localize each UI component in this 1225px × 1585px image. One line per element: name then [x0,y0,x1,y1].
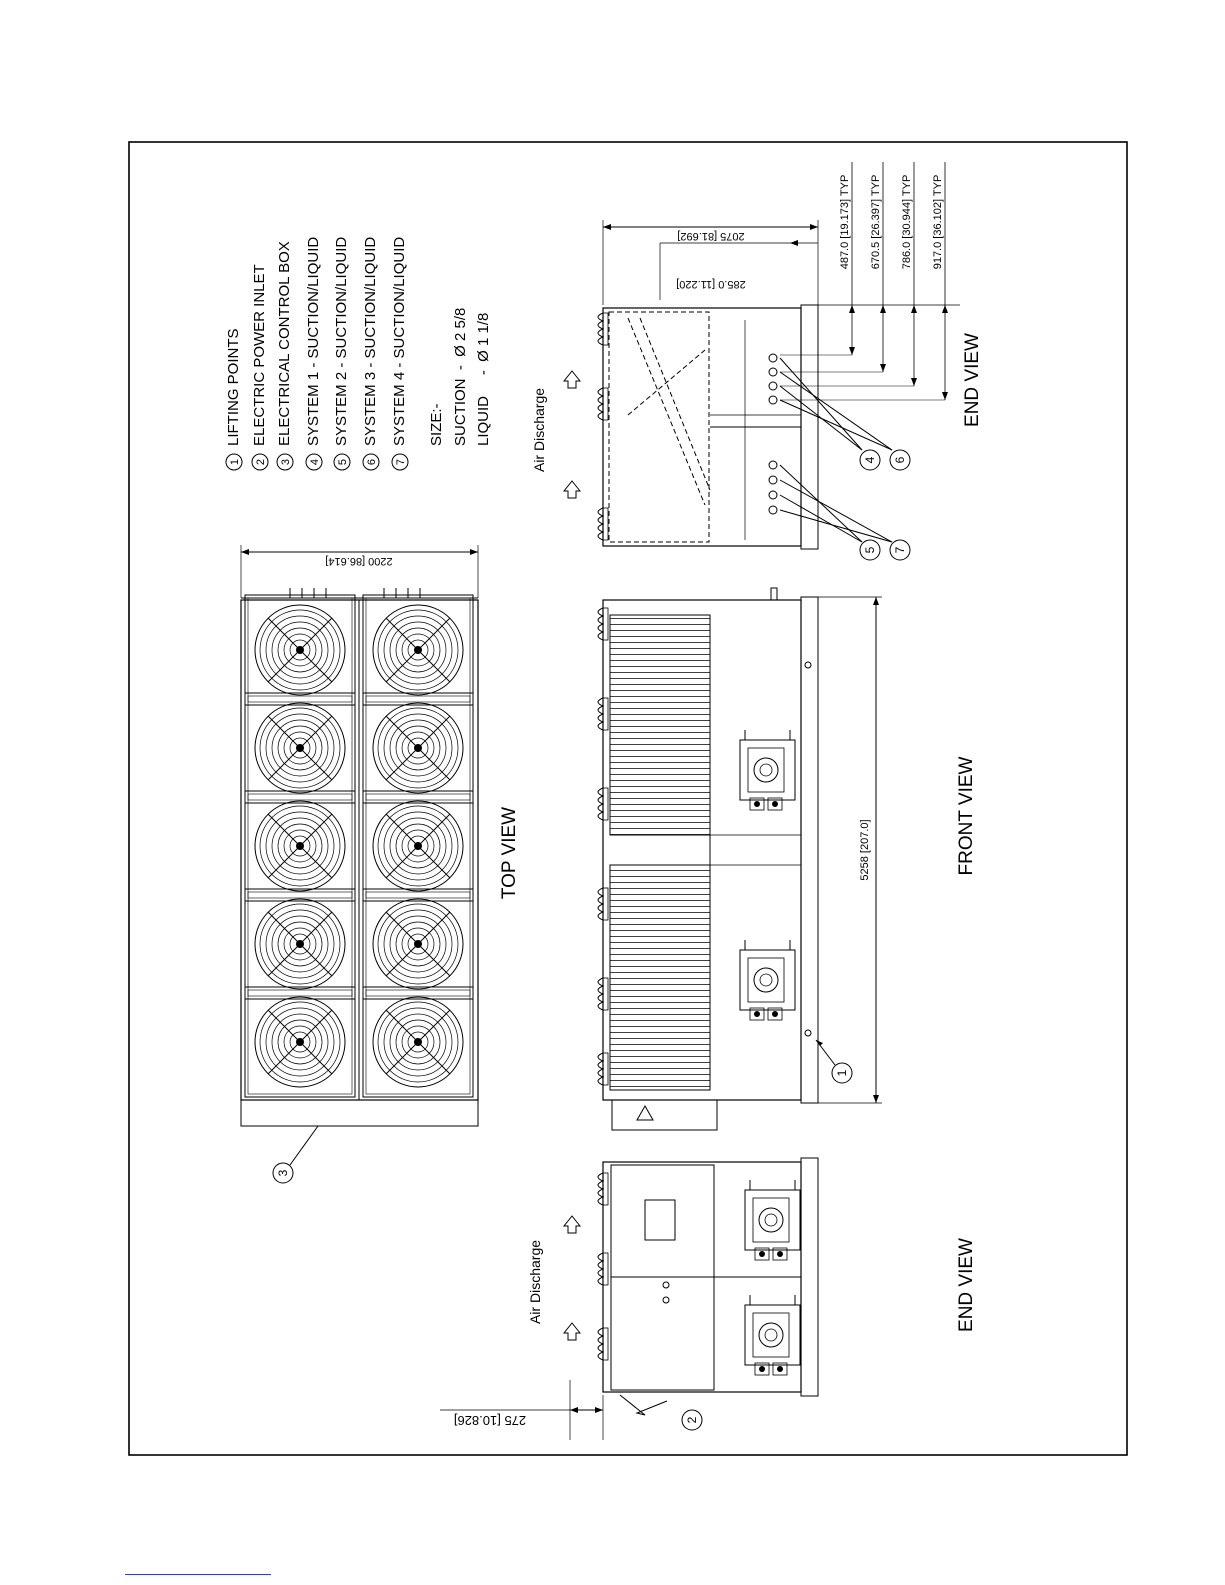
legend-item-1-num: 1 [229,458,241,466]
footer-rule [125,1574,271,1575]
end-offset-label: 285.0 [11.220] [676,278,746,290]
top-width-dimension [241,545,478,598]
end-view-right-title: END VIEW [962,333,983,427]
callout-3 [273,1126,318,1183]
legend-item-5-label: SYSTEM 2 - SUCTION/LIQUID [333,236,350,446]
end-height-label: 2075 [81.692] [677,230,745,242]
air-discharge-right: Air Discharge [531,387,547,473]
legend-item-5 [333,237,350,470]
end-offset-dimension [660,240,818,300]
legend-item-4-label: SYSTEM 1 - SUCTION/LIQUID [305,236,322,446]
end-view-left-title: END VIEW [956,1238,977,1332]
typ-dim-4: 917.0 [36.102] TYP [932,174,944,270]
front-length-dimension [818,597,882,1103]
typ-dim-1: 487.0 [19.173] TYP [839,174,851,270]
legend-item-5-num: 5 [337,458,349,466]
left-end-dimension-label: 275 [10.826] [453,1413,527,1428]
top-width-label: 2200 [86.614] [325,555,393,567]
top-view-title: TOP VIEW [499,806,520,900]
legend-item-2-label: ELECTRIC POWER INLET [251,264,268,446]
air-discharge-left: Air Discharge [527,1239,543,1325]
callout-6 [780,372,910,470]
end-height-dimension [603,220,818,305]
legend-item-4 [305,237,322,470]
legend [225,237,492,470]
legend-item-7-num: 7 [395,458,407,466]
legend-item-7 [391,237,408,470]
front-length-label: 5258 [207.0] [859,819,871,881]
top-view [241,545,520,1126]
typ-dim-2: 670.5 [26.397] TYP [870,174,882,270]
left-end-dimension [440,1380,603,1440]
legend-item-6-num: 6 [366,458,378,466]
legend-item-1 [225,328,242,470]
legend-item-1-label: LIFTING POINTS [225,328,242,446]
callout-2 [620,1395,702,1430]
size-suction: SUCTION - Ø 2 5/8 [452,307,469,446]
legend-item-3-label: ELECTRICAL CONTROL BOX [276,241,293,446]
size-title: SIZE:- [428,403,445,446]
svg-text:4: 4 [863,456,877,464]
svg-text:1: 1 [835,1069,849,1077]
legend-item-2 [251,264,268,470]
legend-item-4-num: 4 [309,458,321,466]
legend-item-6 [362,237,379,470]
svg-text:7: 7 [893,546,907,554]
end-view-left [440,1158,977,1440]
svg-text:6: 6 [893,456,907,464]
svg-text:2: 2 [685,1416,699,1424]
front-view-title: FRONT VIEW [956,756,977,876]
end-view-right [531,162,983,549]
size-liquid: LIQUID - Ø 1 1/8 [475,312,492,446]
legend-item-6-label: SYSTEM 3 - SUCTION/LIQUID [362,236,379,446]
legend-item-7-label: SYSTEM 4 - SUCTION/LIQUID [391,236,408,446]
legend-item-2-num: 2 [255,458,267,466]
callout-4 [780,358,880,470]
legend-item-3-num: 3 [280,458,292,466]
typ-dim-3: 786.0 [30.944] TYP [901,174,913,270]
callout-7 [780,480,910,560]
legend-item-3 [276,241,293,470]
front-view [598,588,977,1130]
callout-1 [816,1040,852,1083]
svg-text:3: 3 [276,1169,290,1177]
svg-text:5: 5 [863,546,877,554]
